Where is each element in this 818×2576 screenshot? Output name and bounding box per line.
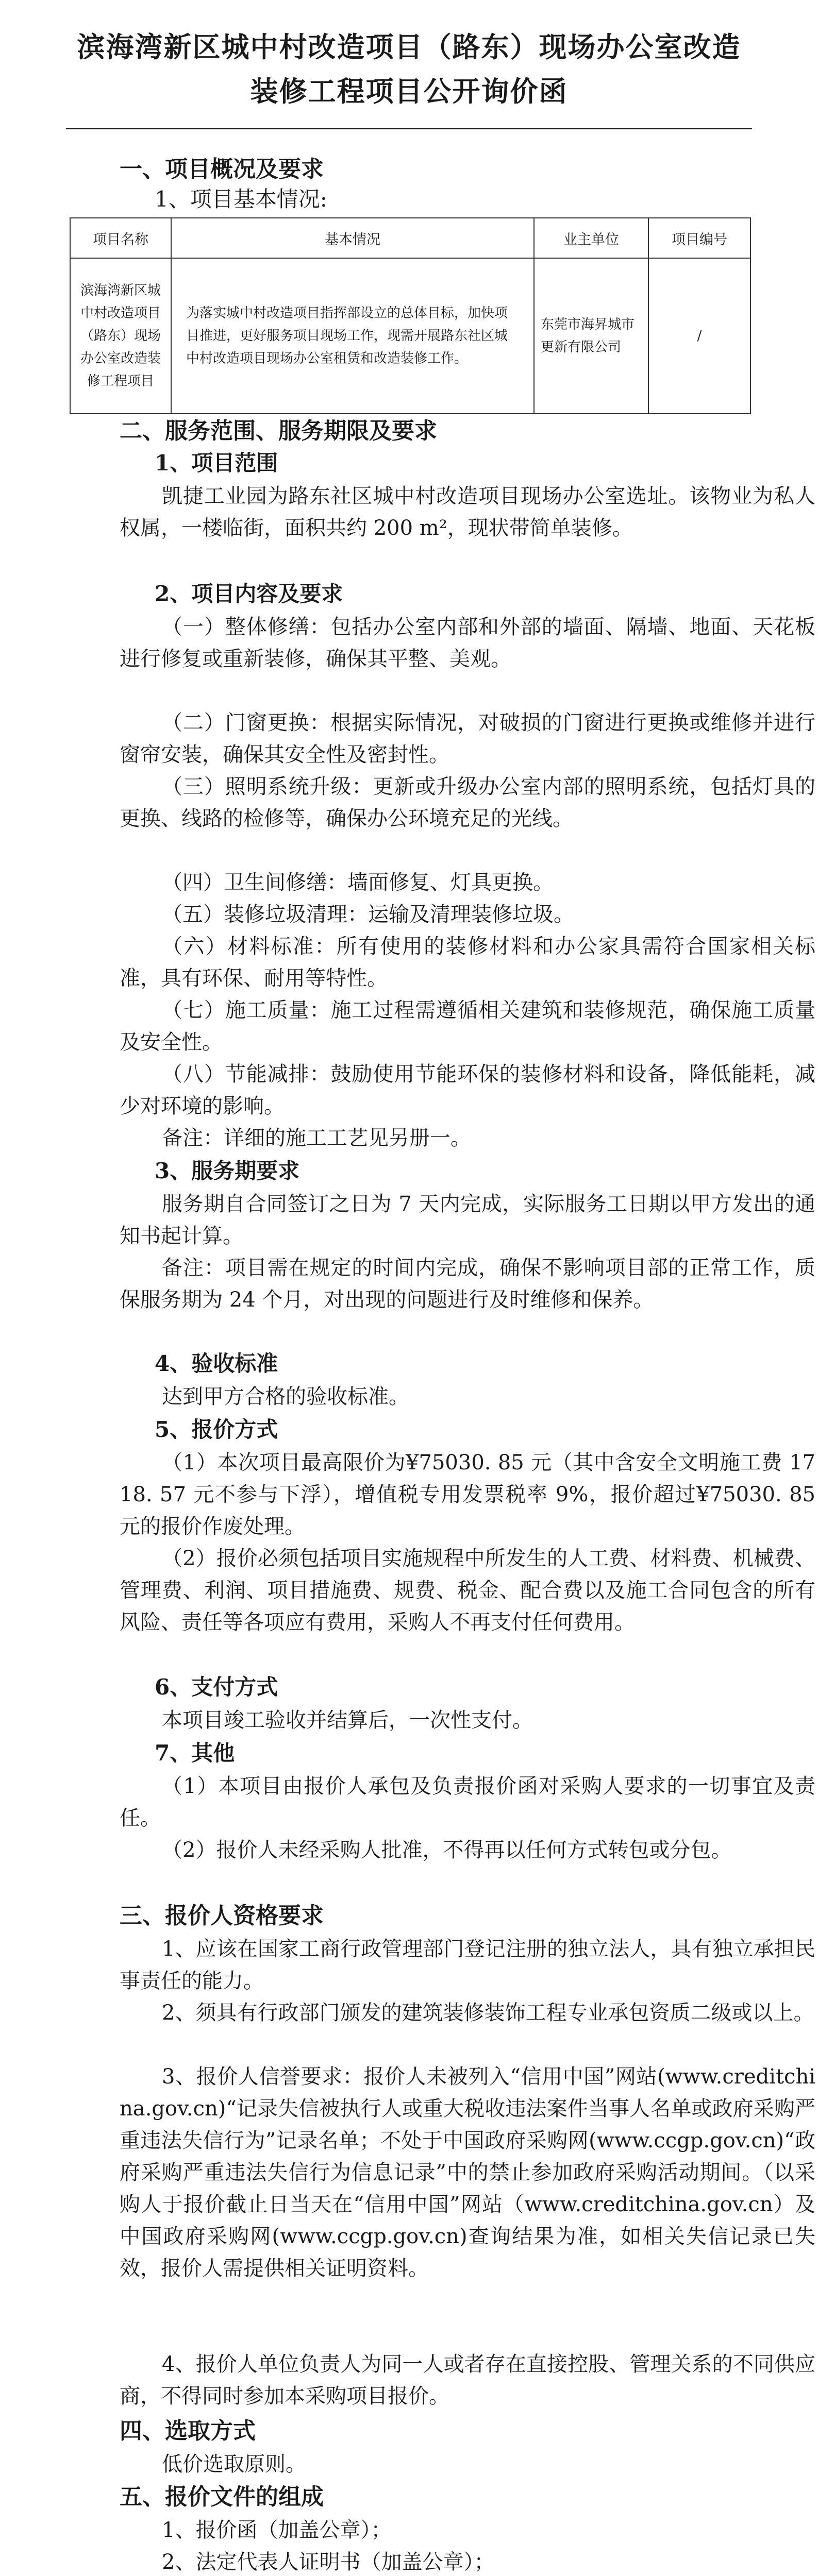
section-1-sub-heading: 1、项目基本情况: bbox=[155, 187, 327, 212]
section-4-heading: 四、选取方式 bbox=[120, 2418, 256, 2444]
payment-paragraph: 本项目竣工验收并结算后，一次性支付。 bbox=[162, 1708, 533, 1732]
qualification-4: 4、报价人单位负责人为同一人或者存在直接控股、管理关系的不同供应商，不得同时参加本采购项目报价。 bbox=[120, 2352, 815, 2408]
project-code-cell: / bbox=[648, 258, 750, 414]
doc-item-1: 1、报价函（加盖公章）； bbox=[162, 2518, 392, 2542]
period-paragraph: 服务期自合同签订之日为 7 天内完成，实际服务工日期以甲方发出的通知书起计算。 bbox=[120, 1192, 815, 1248]
content-item-3: （三）照明系统升级：更新或升级办公室内部的照明系统，包括灯具的更换、线路的检修等，确保办公环境充足的光线。 bbox=[120, 775, 815, 831]
section-2-heading: 二、服务范围、服务期限及要求 bbox=[120, 418, 437, 444]
doc-item-2: 2、法定代表人证明书（加盖公章）； bbox=[162, 2550, 495, 2574]
acceptance-paragraph: 达到甲方合格的验收标准。 bbox=[162, 1385, 409, 1409]
content-note: 备注：详细的施工工艺见另册一。 bbox=[162, 1126, 471, 1150]
qualification-2: 2、须具有行政部门颁发的建筑装修装饰工程专业承包资质二级或以上。 bbox=[162, 2001, 814, 2025]
other-heading: 7、其他 bbox=[155, 1740, 235, 1766]
project-name-cell: 滨海湾新区城中村改造项目（路东）现场办公室改造装修工程项目 bbox=[70, 258, 171, 414]
document-title bbox=[62, 25, 756, 113]
content-item-7: （七）施工质量：施工过程需遵循相关建筑和装修规范，确保施工质量及安全性。 bbox=[120, 998, 815, 1054]
period-heading: 3、服务期要求 bbox=[155, 1158, 300, 1183]
table-row bbox=[70, 258, 750, 414]
table-header-cell: 基本情况 bbox=[171, 218, 534, 258]
content-item-6: （六）材料标准：所有使用的装修材料和办公家具需符合国家相关标准，具有环保、耐用等特性。 bbox=[120, 935, 815, 990]
qualification-1: 1、应该在国家工商行政管理部门登记注册的独立法人，具有独立承担民事责任的能力。 bbox=[120, 1937, 815, 1993]
content-item-4: （四）卫生间修缮：墙面修复、灯具更换。 bbox=[162, 871, 554, 894]
content-item-2: （二）门窗更换：根据实际情况，对破损的门窗进行更换或维修并进行窗帘安装，确保其安全性及密封性。 bbox=[120, 711, 815, 767]
title-divider bbox=[66, 128, 752, 129]
selection-paragraph: 低价选取原则。 bbox=[162, 2452, 306, 2476]
title-line-2: 装修工程项目公开询价函 bbox=[250, 75, 568, 108]
table-header-cell: 项目编号 bbox=[648, 218, 750, 258]
scope-paragraph: 凯捷工业园为路东社区城中村改造项目现场办公室选址。该物业为私人权属，一楼临街，面积共约 200 m²，现状带简单装修。 bbox=[120, 484, 815, 540]
qualification-3: 3、报价人信誉要求：报价人未被列入“信用中国”网站(www.creditchina.gov.cn)“记录失信被执行人或重大税收违法案件当事人名单或政府采购严重违法失信行为”记录名单；不处于中国政府采购网(www.ccgp.gov.cn)“政府采购严重违法失信行为信息记录”中的禁止参加政府采购活动期间。（以采购人于报价截止日当天在“信用中国”网站（www.creditchina.gov.cn）及中国政府采购网(www.ccgp.gov.cn)查询结果为准，如相关失信记录已失效，报价人需提供相关证明资料。 bbox=[120, 2065, 815, 2280]
price-paragraph-2: （2）报价必须包括项目实施规程中所发生的人工费、材料费、机械费、管理费、利润、项目措施费、规费、税金、配合费以及施工合同包含的所有风险、责任等各项应有费用，采购人不再支付任何费用。 bbox=[120, 1547, 815, 1634]
table-header-cell: 业主单位 bbox=[534, 218, 648, 258]
acceptance-heading: 4、验收标准 bbox=[155, 1351, 278, 1376]
content-item-5: （五）装修垃圾清理：运输及清理装修垃圾。 bbox=[162, 903, 574, 926]
section-1-heading: 一、项目概况及要求 bbox=[120, 156, 324, 182]
scope-heading: 1、项目范围 bbox=[155, 450, 278, 476]
period-note: 备注：项目需在规定的时间内完成，确保不影响项目部的正常工作，质保服务期为 24 个月，对出现的问题进行及时维修和保养。 bbox=[120, 1256, 815, 1312]
price-paragraph-1: （1）本次项目最高限价为¥75030. 85 元（其中含安全文明施工费 1718. 57 元不参与下浮），增值税专用发票税率 9%，报价超过¥75030. 85 元的报价作废处理。 bbox=[120, 1451, 815, 1538]
other-paragraph-2: （2）报价人未经采购人批准，不得再以任何方式转包或分包。 bbox=[162, 1838, 732, 1862]
price-heading: 5、报价方式 bbox=[155, 1417, 278, 1442]
section-5-heading: 五、报价文件的组成 bbox=[120, 2484, 324, 2510]
table-header-cell: 项目名称 bbox=[70, 218, 171, 258]
title-line-1: 滨海湾新区城中村改造项目（路东）现场办公室改造 bbox=[77, 30, 741, 63]
project-desc-cell: 为落实城中村改造项目指挥部设立的总体目标，加快项目推进，更好服务项目现场工作，现需开展路东社区城中村改造项目现场办公室租赁和改造装修工作。 bbox=[171, 258, 534, 414]
project-owner-cell: 东莞市海昇城市更新有限公司 bbox=[534, 258, 648, 414]
table-header-row bbox=[70, 218, 750, 258]
section-3-heading: 三、报价人资格要求 bbox=[120, 1903, 324, 1929]
other-paragraph-1: （1）本项目由报价人承包及负责报价函对采购人要求的一切事宜及责任。 bbox=[120, 1774, 815, 1830]
project-info-table bbox=[70, 217, 751, 414]
content-item-1: （一）整体修缮：包括办公室内部和外部的墙面、隔墙、地面、天花板进行修复或重新装修，确保其平整、美观。 bbox=[120, 615, 815, 671]
payment-heading: 6、支付方式 bbox=[155, 1674, 278, 1700]
content-item-8: （八）节能减排：鼓励使用节能环保的装修材料和设备，降低能耗，减少对环境的影响。 bbox=[120, 1062, 815, 1118]
content-heading: 2、项目内容及要求 bbox=[155, 581, 343, 606]
